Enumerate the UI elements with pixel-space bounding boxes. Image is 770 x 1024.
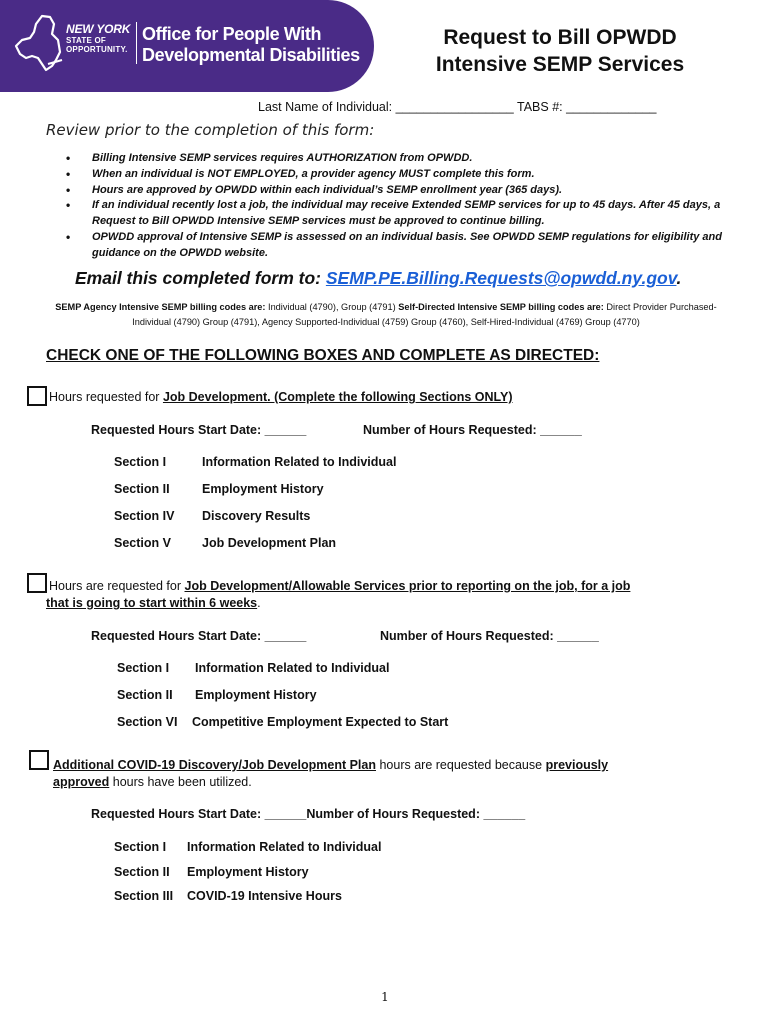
list-item: • Hours are approved by OPWDD within each individual’s SEMP enrollment year (365 days). <box>62 183 732 199</box>
list-item: • Billing Intensive SEMP services requires AUTHORIZATION from OPWDD. <box>62 151 732 167</box>
list-item: • When an individual is NOT EMPLOYED, a provider agency MUST complete this form. <box>62 167 732 183</box>
section-title: Employment History <box>187 865 309 879</box>
section-title: Information Related to Individual <box>195 661 390 675</box>
agency-name <box>142 24 360 66</box>
option-text: hours are requested because <box>376 758 546 772</box>
option-text-underlined: approved <box>53 775 110 789</box>
section-title: Employment History <box>195 688 317 702</box>
hours-requested-field[interactable]: Number of Hours Requested: ______ <box>380 629 599 643</box>
page-number: 1 <box>381 990 389 1004</box>
email-suffix: . <box>676 268 682 288</box>
section-number: Section IV <box>114 509 175 523</box>
option-text: Hours requested for <box>49 390 163 404</box>
form-title-line: Request to Bill OPWDD <box>443 26 677 49</box>
option-covid-hours-text <box>53 757 733 774</box>
ny-state-logo-text <box>66 23 136 54</box>
section-number: Section I <box>117 661 170 675</box>
option-text-underlined: Additional COVID-19 Discovery/Job Development Plan <box>53 758 376 772</box>
logo-line: OPPORTUNITY. <box>66 45 128 54</box>
option-text-underlined: previously <box>545 758 609 772</box>
list-item: • If an individual recently lost a job, the individual may receive Extended SEMP services for up to 45 days. After 45 days, a Request to Bill OPWDD Intensive SEMP services must be approved to continue billing. <box>62 198 732 230</box>
section-number: Section I <box>114 455 167 469</box>
section-number: Section II <box>114 482 170 496</box>
section-number: Section VI <box>117 715 178 729</box>
check-one-heading: CHECK ONE OF THE FOLLOWING BOXES AND COMPLETE AS DIRECTED: <box>46 347 600 364</box>
new-york-state-map-icon <box>12 14 64 74</box>
billing-text: Direct Provider Purchased-Individual (4790) Group (4791), Agency Supported-Individual (4759) Group (4760), Self-Hired-Individual (4769) Group (4770) <box>132 302 717 327</box>
option-covid-hours-text-cont <box>53 774 252 791</box>
list-item: • OPWDD approval of Intensive SEMP is assessed on an individual basis. See OPWDD SEMP regulations for eligibility and guidance on the OPWDD website. <box>62 230 732 262</box>
option-job-development-text <box>49 389 513 406</box>
logo-line: STATE OF <box>66 36 106 45</box>
section-number: Section III <box>114 889 174 903</box>
review-heading: Review prior to the completion of this form: <box>46 121 375 139</box>
email-link[interactable]: SEMP.PE.Billing.Requests@opwdd.ny.gov <box>325 268 677 288</box>
name-tabs-field-line[interactable]: Last Name of Individual: _________________ TABS #: _____________ <box>258 100 657 114</box>
logo-divider <box>136 22 137 64</box>
option-text-underlined: that is going to start within 6 weeks <box>46 596 258 610</box>
agency-name-line: Office for People With <box>142 24 322 44</box>
section-title: Job Development Plan <box>202 536 337 550</box>
form-title <box>410 24 710 78</box>
option-job-development-checkbox[interactable] <box>27 386 47 406</box>
start-date-field[interactable]: Requested Hours Start Date: ______ <box>91 423 307 437</box>
section-number: Section V <box>114 536 171 550</box>
section-number: Section I <box>114 840 167 854</box>
option-covid-hours-checkbox[interactable] <box>29 750 49 770</box>
logo-line: NEW YORK <box>66 22 131 36</box>
section-title: Information Related to Individual <box>202 455 397 469</box>
option-text-underlined: Job Development/Allowable Services prior to reporting on the job, for a job <box>184 579 631 593</box>
email-instruction <box>75 268 681 289</box>
section-title: Competitive Employment Expected to Start <box>192 715 449 729</box>
option-text-underlined: Job Development. (Complete the following Sections ONLY) <box>162 390 513 404</box>
section-title: Employment History <box>202 482 324 496</box>
agency-name-line: Developmental Disabilities <box>142 45 360 65</box>
hours-requested-field[interactable]: Number of Hours Requested: ______ <box>363 423 582 437</box>
option-allowable-services-text <box>49 578 729 595</box>
start-date-field[interactable]: Requested Hours Start Date: ______ <box>91 629 307 643</box>
billing-text: Individual (4790), Group (4791) <box>265 302 399 312</box>
section-title: Information Related to Individual <box>187 840 382 854</box>
section-title: Discovery Results <box>202 509 311 523</box>
option-allowable-services-checkbox[interactable] <box>27 573 47 593</box>
option-text: hours have been utilized. <box>109 775 252 789</box>
option-allowable-services-text-cont <box>46 595 261 612</box>
option-text: Hours are requested for <box>49 579 185 593</box>
billing-codes-note <box>46 300 726 329</box>
start-date-hours-field[interactable]: Requested Hours Start Date: ______Number of Hours Requested: ______ <box>91 807 526 821</box>
billing-label: Self-Directed Intensive SEMP billing codes are: <box>398 302 604 312</box>
instructions-list <box>62 151 732 262</box>
billing-label: SEMP Agency Intensive SEMP billing codes are: <box>55 302 266 312</box>
section-number: Section II <box>114 865 170 879</box>
form-title-line: Intensive SEMP Services <box>435 53 685 76</box>
section-number: Section II <box>117 688 173 702</box>
section-title: COVID-19 Intensive Hours <box>187 889 342 903</box>
email-prefix: Email this completed form to: <box>75 268 321 288</box>
option-text: . <box>257 596 261 610</box>
